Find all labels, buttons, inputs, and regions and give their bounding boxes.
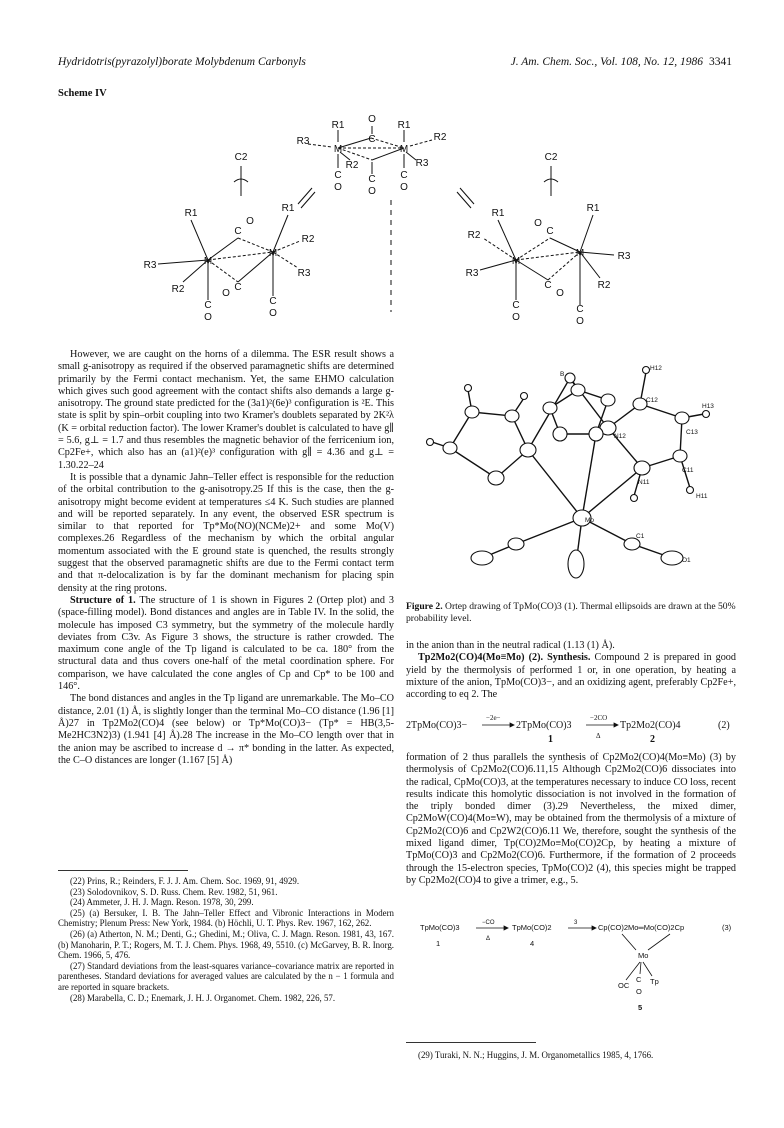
scheme-left-c-b: C xyxy=(269,296,277,307)
figure-2-label: Figure 2. xyxy=(406,601,443,612)
label-c13: C13 xyxy=(686,429,698,436)
scheme-left-o-top: O xyxy=(246,216,254,227)
label-h11: H11 xyxy=(696,493,708,500)
scheme-top-m-right: M xyxy=(399,144,409,155)
scheme-right-c2-axis: C2 xyxy=(544,152,558,163)
eq2-arrow2-label: −2CO xyxy=(590,714,608,722)
eq3-arrow1-heat: Δ xyxy=(486,936,491,942)
footnote-28: (28) Marabella, C. D.; Enemark, J. H. J. Organomet. Chem. 1982, 226, 57. xyxy=(70,992,336,1003)
paragraph-formation-of-2: formation of 2 thus parallels the synthesis of Cp2Mo2(CO)4(Mo≡Mo) (3) by thermolysis of Cp2Mo2(CO)6.11,15 Although Cp2Mo2(CO)6 dissociates into the radical, CpMo(CO)3, at the temperatures necessary to induce CO loss, recent results indicate this homolytic dissociation is not involved in the formation of the triply bonded dimer (3).29 Nevertheless, the mixed dimer, Cp2MoW(CO)4(Mo≡W), may be obtained from the thermolysis of a mixture of Cp2Mo2(CO)6 and Cp2W2(CO)6.11 We, therefore, sought the synthesis of the mixed ligand dimer, Tp(CO)2Mo≡Mo(CO)2Cp, by heating a mixture of TpMo(CO)3 and Cp2Mo2(CO)6. Furthermore, if the formation of 2 proceeds through the 15-electron species, TpMo(CO)2 (4), this species might be trapped by Cp2Mo2(CO)4 to give a trimer, e.g., 5. xyxy=(406,752,736,886)
footnotes-right xyxy=(406,1050,736,1061)
footnote-29: (29) Turaki, N. N.; Huggins, J. M. Organometallics 1985, 4, 1766. xyxy=(418,1050,654,1060)
label-c1: C1 xyxy=(636,533,645,540)
footnote-rule-left xyxy=(58,870,188,871)
paragraph-synthesis xyxy=(406,652,736,701)
eq2-middle-label: 1 xyxy=(548,734,553,745)
eq3-product-mo: Mo xyxy=(638,951,649,960)
label-b: B xyxy=(560,371,565,378)
eq3-reactant: TpMo(CO)3 xyxy=(420,923,460,932)
scheme-top-c-left: C xyxy=(334,170,342,181)
scheme-top-c: C xyxy=(368,134,376,145)
label-c11: C11 xyxy=(682,467,694,474)
eq2-product: Tp2Mo2(CO)4 xyxy=(620,720,681,731)
eq2-arrow1-label: −2e− xyxy=(486,714,501,722)
footnote-23: (23) Solodovnikov, S. D. Russ. Chem. Rev. 1982, 51, 961. xyxy=(70,886,278,897)
scheme-right-r1-a: R1 xyxy=(491,208,505,219)
label-n12: N12 xyxy=(614,433,626,440)
scheme-top-o-mid: O xyxy=(368,186,376,197)
scheme-left-m-a: M xyxy=(203,256,213,267)
scheme-right-r3-a: R3 xyxy=(465,268,479,279)
footnote-24: (24) Ammeter, J. H. J. Magn. Reson. 1978, 30, 299. xyxy=(70,897,254,908)
scheme-left-c-top: C xyxy=(234,226,242,237)
scheme-left-c-a: C xyxy=(204,300,212,311)
label-h12: H12 xyxy=(650,365,662,372)
eq3-product-oc: OC xyxy=(618,981,630,990)
eq2-product-label: 2 xyxy=(650,734,655,745)
scheme-right-c-top: C xyxy=(546,226,554,237)
footnote-rule-right xyxy=(406,1042,536,1043)
eq2-middle: 2TpMo(CO)3 xyxy=(516,720,572,731)
scheme-top-r2-left: R2 xyxy=(345,160,359,171)
eq3-number: (3) xyxy=(722,923,732,932)
scheme-left-o-bot: O xyxy=(222,288,230,299)
scheme-left-m-b: M xyxy=(268,248,278,259)
scheme-top-r3-right: R3 xyxy=(415,158,429,169)
eq3-product-label: 5 xyxy=(638,1003,643,1012)
page-number: 3341 xyxy=(709,56,732,68)
scheme-right-o-b: O xyxy=(576,316,584,327)
running-header-journal xyxy=(511,56,732,68)
scheme-right-r2-b: R2 xyxy=(597,280,611,291)
footnote-26: (26) (a) Atherton, N. M.; Denti, G.; Ghedini, M.; Oliva, C. J. Magn. Reson. 1981, 43, 167. (b) Manoharin, P. T.; Rogers, M. T. J. Chem. Phys. 1968, 49, 5510. (c) McGarvey, B. R. Inorg. Chem. 1966, 5, 476. xyxy=(58,928,394,961)
eq3-reactant-label: 1 xyxy=(436,939,441,948)
equation-3 xyxy=(420,918,740,1012)
left-column-text xyxy=(58,349,394,767)
scheme-label: Scheme IV xyxy=(58,88,107,99)
scheme-top-r1-right: R1 xyxy=(397,120,411,131)
scheme-left-r3-b: R3 xyxy=(297,268,311,279)
scheme-right-c-bot: C xyxy=(544,280,552,291)
eq3-product-c: C xyxy=(636,975,642,984)
paragraph-ehmo-dilemma: However, we are caught on the horns of a dilemma. The ESR result shows a small g-anisotropy as required if the observed paramagnetic shifts are determined primarily by the Fermi contact mechanism. Yet, the same EHMO calculation which gives such good agreement with the contact shifts also demands a large g-anisotropy. The ground state predicted for the (3a1)²(6e)³ configuration is ²E. This state is split by spin–orbit coupling into two Kramer's doublets separated by 2K²λ (K = orbital reduction factor). The lower Kramer's doublet is calculated to have g∥ = 5.6, g⊥ = 1.7 and thus resembles the magnetic behavior of the ferricenium ion, Cp2Fe+, which also has an (a1)²(e)³ configuration with g∥ = 4.36 and g⊥ = 1.30.22–24 xyxy=(58,349,394,471)
label-c12: C12 xyxy=(646,397,658,404)
right-column-body-text xyxy=(406,752,736,887)
eq3-arrow2-label: 3 xyxy=(574,920,578,926)
paragraph-structure-of-1 xyxy=(58,595,394,693)
running-header-title: Hydridotris(pyrazolyl)borate Molybdenum Carbonyls xyxy=(58,56,306,68)
scheme-left-r3: R3 xyxy=(143,260,157,271)
footnotes-left xyxy=(58,876,394,1003)
scheme-right-c-a: C xyxy=(512,300,520,311)
scheme-left-r1-b: R1 xyxy=(281,203,295,214)
scheme-left-c-bot: C xyxy=(234,282,242,293)
eq3-product-tp: Tp xyxy=(650,977,659,986)
section-2-text: Compound 2 is prepared in good yield by the thermolysis of performed 1 or, in one operation, by heating a mixture of the anion, TpMo(CO)3−, and an oxidizing agent, preferably Cp2Fe+, according to eq 2. The xyxy=(406,652,736,701)
scheme-left-r2: R2 xyxy=(171,284,185,295)
scheme-left-r2-b: R2 xyxy=(301,234,315,245)
paragraph-jahn-teller: It is possible that a dynamic Jahn–Teller effect is responsible for the reduction of the orbital contribution to the g-anisotropy.25 If this is the case, then the g-anisotropy might become evident at temperatures ≤4 K. Such studies are planned and will be reported separately. In any event, the observed ESR spectrum is similar to that reported for Tp*Mo(NO)(NCMe)2+ and some Mo(V) complexes.26 Regardless of the mechanism by which the orbital angular momentum associated with the E ground state is quenched, the results strongly suggest that the observed paramagnetic shifts are due to the Fermi contact term and that π-delocalization is by far the dominant mechanism for placing spin density at the ring protons. xyxy=(58,471,394,594)
scheme-iv-diagram xyxy=(88,100,648,332)
scheme-right-o-bot: O xyxy=(556,288,564,299)
scheme-right-m-b: M xyxy=(575,248,585,259)
eq3-arrow1-label: −CO xyxy=(482,920,495,926)
footnote-22: (22) Prins, R.; Reinders, F. J. J. Am. Chem. Soc. 1969, 91, 4929. xyxy=(70,876,300,886)
scheme-left-o-a: O xyxy=(204,312,212,323)
scheme-right-c-b: C xyxy=(576,304,584,315)
figure-2-caption-text: Ortep drawing of TpMo(CO)3 (1). Thermal ellipsoids are drawn at the 50% probability level. xyxy=(406,601,736,624)
label-h13: H13 xyxy=(702,403,714,410)
scheme-top-c-right: C xyxy=(400,170,408,181)
scheme-top-r3-left: R3 xyxy=(296,136,310,147)
scheme-top-c-mid: C xyxy=(368,174,376,185)
scheme-left-r1-a: R1 xyxy=(184,208,198,219)
figure-2-caption xyxy=(406,601,736,624)
scheme-right-o-a: O xyxy=(512,312,520,323)
scheme-top-o-left: O xyxy=(334,182,342,193)
structure-heading: Structure of 1. xyxy=(70,594,136,606)
structure-text: The structure of 1 is shown in Figures 2 (Ortep plot) and 3 (space-filling model). Bond distances and angles are in Table IV. In the solid, the molecule has imposed C3 symmetry, but the symmetry of the molecule hardly deviates from C3v. As Figure 3 shows, the structure is rather crowded. The maximum cone angle of the Tp ligand is calculated to be ca. 180° from the structural data and thus covers one-half of the metal coordination sphere. For comparison, we have calculated the cone angles of Cp and Cp* to be 100 and 146°. xyxy=(58,594,394,693)
scheme-right-r1-b: R1 xyxy=(586,203,600,214)
scheme-left-c2-axis: C2 xyxy=(234,152,248,163)
scheme-right-r3-b: R3 xyxy=(617,251,631,262)
scheme-right-r2-a: R2 xyxy=(467,230,481,241)
label-o1: O1 xyxy=(682,557,691,564)
label-mo: Mo xyxy=(585,517,595,524)
scheme-top-o: O xyxy=(368,114,376,125)
eq2-reactant: 2TpMo(CO)3− xyxy=(406,720,468,731)
eq3-intermediate: TpMo(CO)2 xyxy=(512,923,552,932)
eq3-product: Cp(CO)2Mo═Mo(CO)2Cp xyxy=(598,923,685,932)
right-column-top-text xyxy=(406,640,736,701)
eq3-intermediate-label: 4 xyxy=(530,939,535,948)
paragraph-bond-distances: The bond distances and angles in the Tp ligand are unremarkable. The Mo–CO distance, 2.01 (1) Å, is slightly longer than the terminal Mo–CO distance (1.96 [1] Å)27 in Tp2Mo2(CO)4 (see below) or Tp*Mo(CO)3− (Tp* = HB(3,5-Me2HC3N2)3) (1.941 [4] Å).28 The increase in the Mo–CO length over that in the anion may be ascribed to increase d → π* bonding in the latter. As expected, the C–O distances are longer (1.167 [5] Å) xyxy=(58,693,394,766)
eq2-number: (2) xyxy=(718,720,730,731)
figure-2-ortep-drawing xyxy=(420,338,720,592)
footnote-25: (25) (a) Bersuker, I. B. The Jahn–Teller Effect and Vibronic Interactions in Modern Chemistry; Plenum Press: New York, 1984. (b) Höchli, U. T. Phys. Rev. 1967, 162, 262. xyxy=(58,907,394,929)
journal-citation: J. Am. Chem. Soc., Vol. 108, No. 12, 1986 xyxy=(510,56,703,68)
scheme-top-m-left: M xyxy=(333,144,343,155)
eq2-arrow2-heat: Δ xyxy=(596,732,601,740)
scheme-top-r2-right: R2 xyxy=(433,132,447,143)
scheme-right-o-top: O xyxy=(534,218,542,229)
scheme-top-o-right: O xyxy=(400,182,408,193)
scheme-top-r1-left: R1 xyxy=(331,120,345,131)
scheme-left-o-b: O xyxy=(269,308,277,319)
scheme-right-m-a: M xyxy=(511,256,521,267)
label-n11: N11 xyxy=(638,479,650,486)
eq3-product-o: O xyxy=(636,987,642,996)
paragraph-anion-distance: in the anion than in the neutral radical (1.13 (1) Å). xyxy=(406,640,615,651)
footnote-27: (27) Standard deviations from the least-squares variance–covariance matrix are reported in parentheses. Standard deviations for averaged values are calculated by the n − 1 formula and are reported in square brackets. xyxy=(58,960,394,992)
section-2-heading: Tp2Mo2(CO)4(Mo≡Mo) (2). Synthesis. xyxy=(418,652,591,664)
equation-2 xyxy=(406,711,736,747)
